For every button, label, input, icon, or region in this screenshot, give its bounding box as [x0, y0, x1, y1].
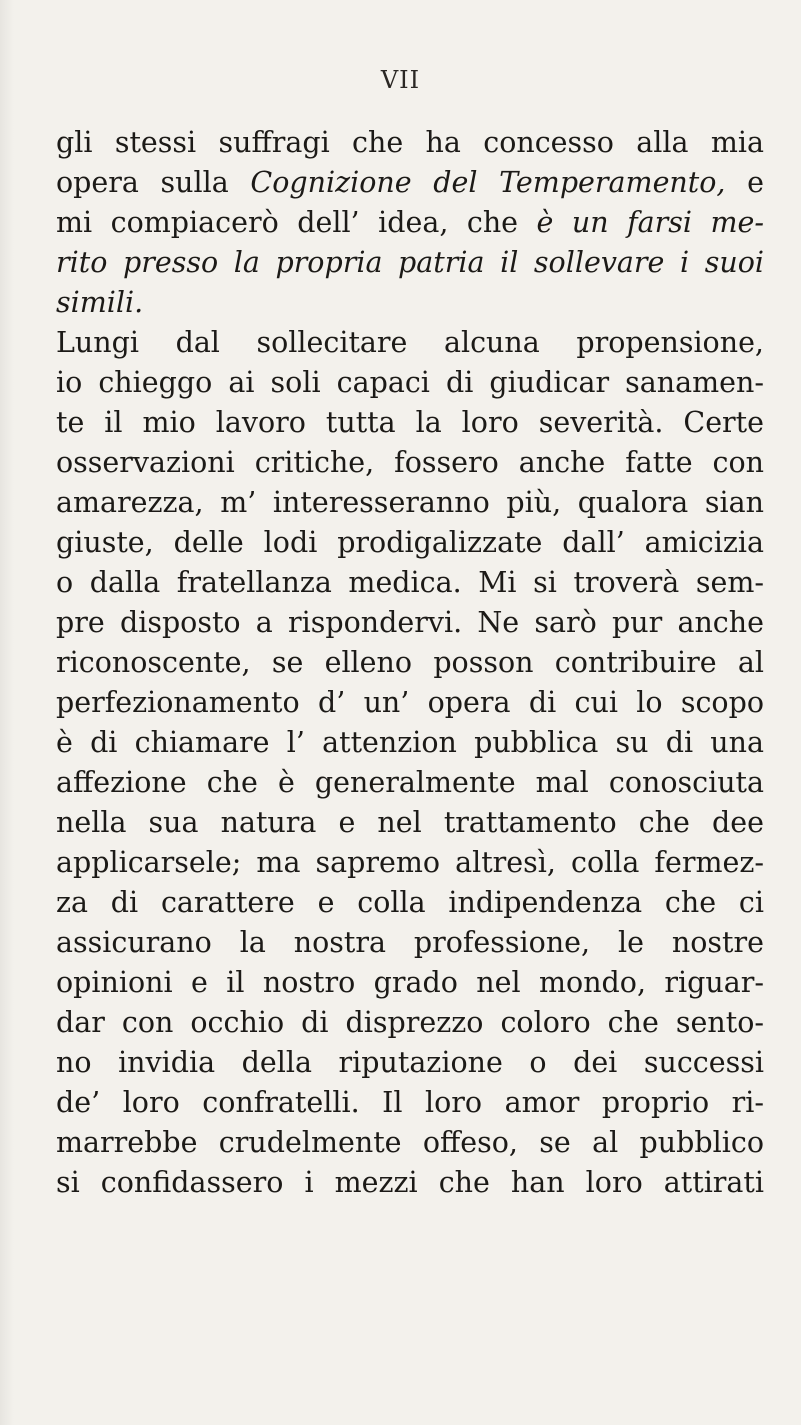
text-segment: gli stessi suffragi che ha concesso alla mia — [56, 126, 764, 159]
text-line — [56, 523, 764, 563]
text-line — [56, 323, 764, 363]
text-line — [56, 243, 764, 283]
text-line — [56, 563, 764, 603]
text-line — [56, 923, 764, 963]
text-line — [56, 123, 764, 163]
text-line — [56, 883, 764, 923]
text-segment: o dalla fratellanza medica. Mi si troverà sem- — [56, 566, 764, 599]
text-segment: io chieggo ai soli capaci di giudicar sanamen- — [56, 366, 764, 399]
page-edge-shadow — [0, 0, 14, 1425]
body-text — [56, 123, 764, 1203]
text-segment: amarezza, m’ interesseranno più, qualora sian — [56, 486, 764, 519]
text-segment: e — [725, 166, 764, 199]
text-line — [56, 643, 764, 683]
text-segment: Lungi dal sollecitare alcuna propensione, — [56, 326, 764, 359]
text-segment: è di chiamare l’ attenzion pubblica su di una — [56, 726, 764, 759]
text-line — [56, 443, 764, 483]
text-line — [56, 403, 764, 443]
text-segment: nella sua natura e nel trattamento che dee — [56, 806, 764, 839]
text-line — [56, 843, 764, 883]
text-line — [56, 1123, 764, 1163]
text-segment: affezione che è generalmente mal conosciuta — [56, 766, 764, 799]
text-segment: perfezionamento d’ un’ opera di cui lo scopo — [56, 686, 764, 719]
text-segment: dar con occhio di disprezzo coloro che sento- — [56, 1006, 764, 1039]
text-line — [56, 763, 764, 803]
text-line — [56, 1163, 764, 1203]
text-line — [56, 163, 764, 203]
page-number: VII — [380, 66, 421, 94]
text-segment: opera sulla — [56, 166, 251, 199]
text-segment: za di carattere e colla indipendenza che ci — [56, 886, 764, 919]
text-segment: applicarsele; ma sapremo altresì, colla fermez- — [56, 846, 764, 879]
text-line — [56, 683, 764, 723]
text-line — [56, 203, 764, 243]
text-segment: marrebbe crudelmente offeso, se al pubblico — [56, 1126, 764, 1159]
text-line — [56, 803, 764, 843]
text-line — [56, 603, 764, 643]
text-line — [56, 1043, 764, 1083]
italic-text: è un farsi me- — [536, 206, 764, 239]
text-line — [56, 1003, 764, 1043]
italic-text: rito presso la propria patria il sollevare i suoi — [56, 246, 764, 279]
text-segment: si confidassero i mezzi che han loro attirati — [56, 1166, 764, 1199]
text-segment: no invidia della riputazione o dei successi — [56, 1046, 764, 1079]
text-line — [56, 483, 764, 523]
text-segment: te il mio lavoro tutta la loro severità. Certe — [56, 406, 764, 439]
text-segment: de’ loro confratelli. Il loro amor proprio ri- — [56, 1086, 764, 1119]
italic-text: simili. — [56, 286, 144, 319]
text-segment: assicurano la nostra professione, le nostre — [56, 926, 764, 959]
italic-text: Cognizione del Temperamento, — [250, 166, 726, 199]
text-segment: osservazioni critiche, fossero anche fatte con — [56, 446, 764, 479]
text-line — [56, 723, 764, 763]
text-segment: giuste, delle lodi prodigalizzate dall’ amicizia — [56, 526, 764, 559]
text-segment: riconoscente, se elleno posson contribuire al — [56, 646, 764, 679]
text-segment: opinioni e il nostro grado nel mondo, riguar- — [56, 966, 764, 999]
text-line — [56, 363, 764, 403]
text-segment: pre disposto a rispondervi. Ne sarò pur anche — [56, 606, 764, 639]
text-line — [56, 1083, 764, 1123]
text-line — [56, 283, 764, 323]
text-segment: mi compiacerò dell’ idea, che — [56, 206, 537, 239]
text-line — [56, 963, 764, 1003]
